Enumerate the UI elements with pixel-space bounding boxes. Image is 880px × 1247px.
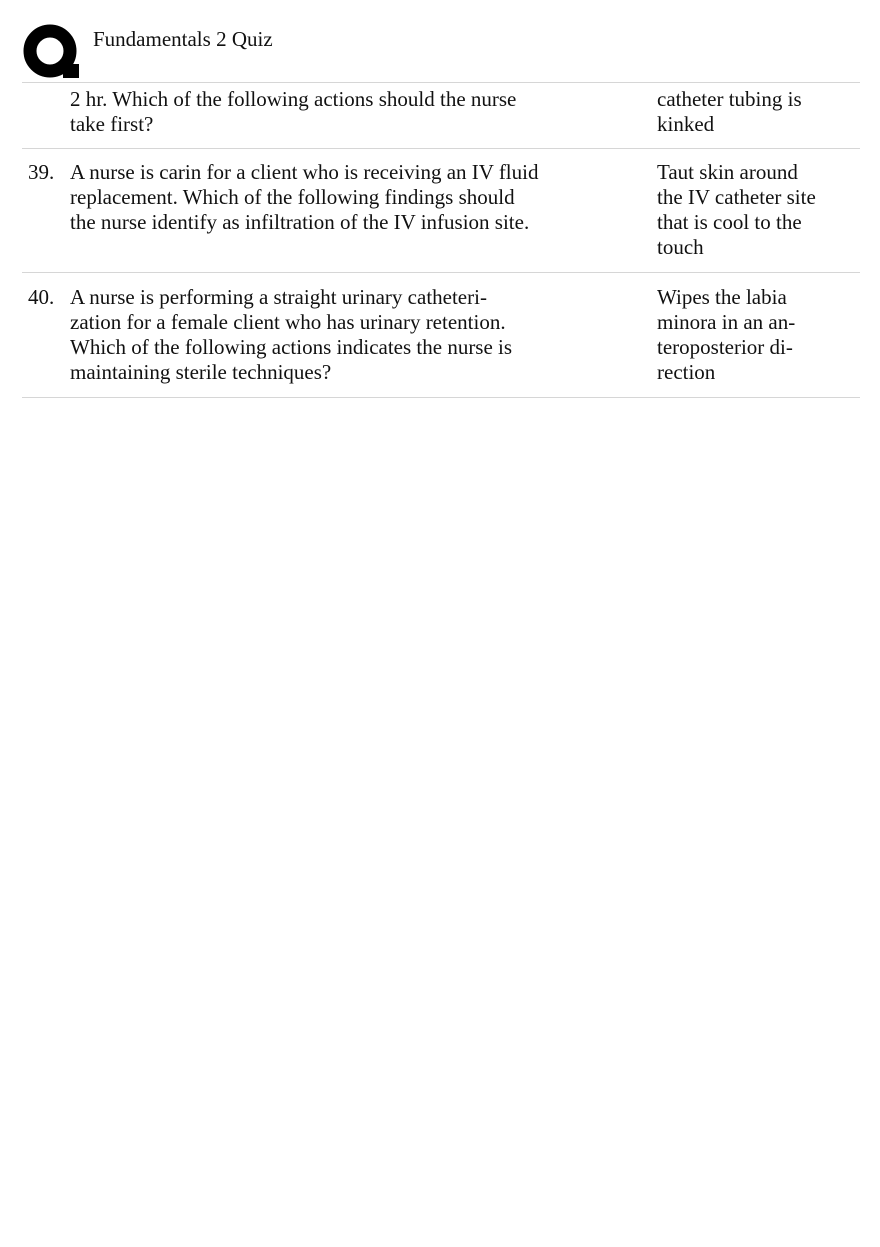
answer-text bbox=[657, 160, 857, 260]
answer-line: the IV catheter site bbox=[657, 185, 816, 209]
quizlet-logo-icon bbox=[23, 24, 79, 80]
answer-line: that is cool to the bbox=[657, 210, 802, 234]
question-line: the nurse identify as infiltration of the IV infusion site. bbox=[70, 210, 530, 234]
document-title: Fundamentals 2 Quiz bbox=[93, 27, 273, 51]
divider bbox=[22, 82, 860, 83]
answer-line: touch bbox=[657, 235, 704, 259]
question-line: Which of the following actions indicates the nurse is bbox=[70, 335, 513, 359]
answer-line: minora in an an- bbox=[657, 310, 796, 334]
question-line: A nurse is performing a straight urinary catheteri- bbox=[70, 285, 487, 309]
question-line: A nurse is carin for a client who is receiving an IV fluid bbox=[70, 160, 539, 184]
question-line: take first? bbox=[70, 112, 154, 136]
question-line: maintaining sterile techniques? bbox=[70, 360, 332, 384]
question-text bbox=[28, 160, 588, 235]
divider bbox=[22, 148, 860, 149]
answer-line: Wipes the labia bbox=[657, 285, 787, 309]
question-text bbox=[28, 87, 588, 137]
answer-line: catheter tubing is bbox=[657, 87, 802, 111]
answer-text bbox=[657, 87, 857, 137]
question-number: 39. bbox=[28, 160, 55, 184]
question-number: 40. bbox=[28, 285, 55, 309]
answer-line: kinked bbox=[657, 112, 715, 136]
question-text bbox=[28, 285, 588, 385]
answer-line: rection bbox=[657, 360, 716, 384]
answer-line: Taut skin around bbox=[657, 160, 798, 184]
question-line: zation for a female client who has urinary retention. bbox=[70, 310, 506, 334]
answer-line: teroposterior di- bbox=[657, 335, 793, 359]
divider bbox=[22, 272, 860, 273]
question-line: replacement. Which of the following findings should bbox=[70, 185, 515, 209]
question-line: 2 hr. Which of the following actions should the nurse bbox=[70, 87, 517, 111]
answer-text bbox=[657, 285, 857, 385]
divider bbox=[22, 397, 860, 398]
